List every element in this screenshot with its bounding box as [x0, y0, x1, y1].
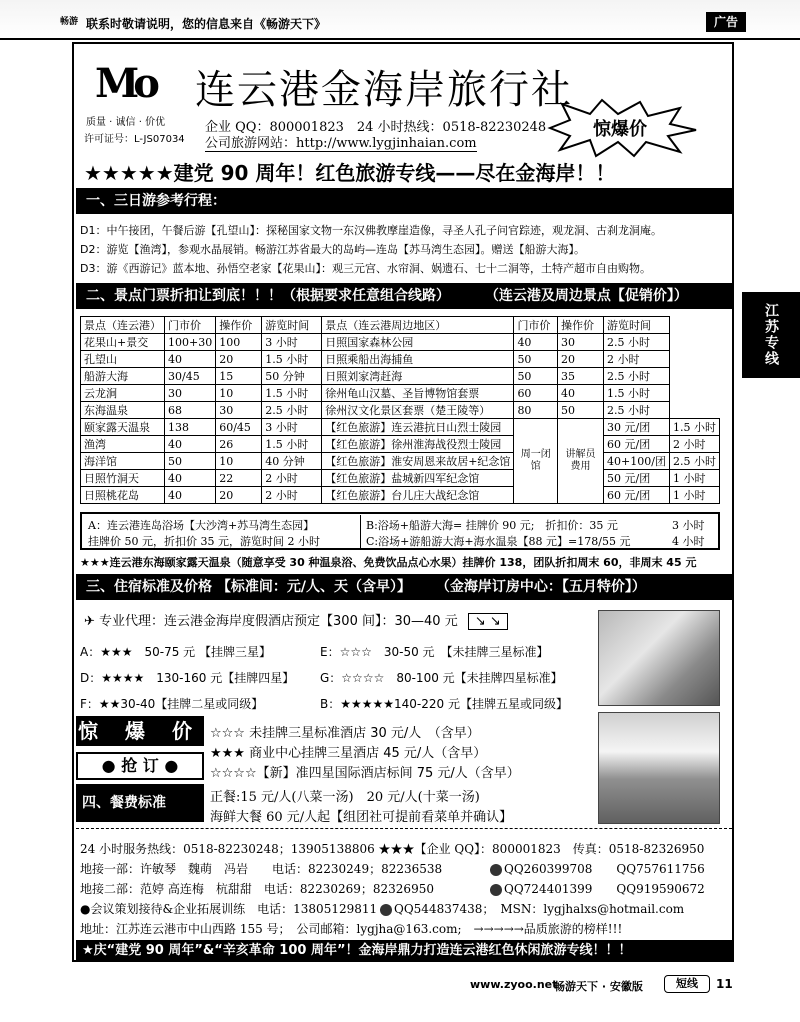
- table-row: [81, 334, 720, 351]
- table-cell: 20: [216, 351, 262, 368]
- table-cell: 孔望山: [81, 351, 165, 368]
- agency-name: 连云港金海岸旅行社: [195, 67, 573, 113]
- table-cell: 68: [165, 402, 216, 419]
- table-cell: 日照竹洞天: [81, 470, 165, 487]
- table-cell: 50 分钟: [262, 368, 322, 385]
- combo-a-price: 挂牌价 50 元，折扣价 35 元，游览时间 2 小时: [88, 535, 320, 548]
- table-cell: 2.5 小时: [604, 334, 670, 351]
- combo-c-time: 4 小时: [672, 535, 705, 548]
- weekday-closed-note: 周一闭馆: [514, 419, 558, 504]
- table-cell: 2.5 小时: [262, 402, 322, 419]
- ticket-table: [80, 316, 720, 504]
- ad-label: 广告: [706, 12, 746, 32]
- qq-icon: [380, 904, 392, 916]
- deal-1: ☆☆☆ 未挂牌三星标准酒店 30 元/人 （含早）: [210, 726, 480, 741]
- table-cell: 30: [216, 402, 262, 419]
- table-cell: 日照刘家湾赶海: [322, 368, 514, 385]
- headline: ★★★★★建党 90 周年！红色旅游专线——尽在金海岸！！: [84, 161, 616, 185]
- table-cell: 2.5 小时: [604, 368, 670, 385]
- table-cell: 30: [558, 334, 604, 351]
- table-cell: 30 元/团: [604, 419, 670, 436]
- table-cell: 60: [514, 385, 558, 402]
- deal-title: 惊 爆 价: [76, 716, 204, 746]
- table-cell: 2 小时: [670, 436, 720, 453]
- arrow-icons: ↘ ↘: [468, 613, 508, 630]
- table-cell: 15: [216, 368, 262, 385]
- combo-divider: [360, 515, 361, 549]
- hotel-row-d: D：★★★★ 130-160 元【挂牌四星】: [80, 671, 295, 685]
- header-notice: 联系时敬请说明，您的信息来自《畅游天下》: [86, 17, 327, 31]
- grab-button[interactable]: ● 抢 订 ●: [76, 752, 204, 780]
- meal-line-2: 海鲜大餐 60 元/人起【组团社可提前看菜单并确认】: [210, 810, 513, 825]
- hotel-room-photo: [598, 610, 720, 706]
- table-cell: 【红色旅游】徐州淮海战役烈士陵园: [322, 436, 514, 453]
- bottom-banner: ★庆“建党 90 周年”&“辛亥革命 100 周年”！金海岸鼎力打造连云港红色休闲旅游专线！！！: [76, 940, 732, 962]
- hotel-agent-text: 专业代理：连云港金海岸度假酒店预定【300 间】：30—40 元: [99, 614, 458, 629]
- hotel-row-e: E：☆☆☆ 30-50 元 【未挂牌三星标准】: [320, 645, 549, 659]
- events-qq: QQ544837438； MSN：lygjhalxs@hotmail.com: [380, 900, 684, 917]
- table-cell: 50: [165, 453, 216, 470]
- section1-title: 一、三日游参考行程：: [86, 193, 226, 209]
- hotel-row-f: F：★★30-40【挂牌二星或同级】: [80, 697, 264, 711]
- table-cell: 3 小时: [262, 419, 322, 436]
- table-cell: 40: [165, 487, 216, 504]
- table-row: [81, 368, 720, 385]
- table-cell: 日照国家森林公园: [322, 334, 514, 351]
- section3-title: 三、住宿标准及价格 【标准间：元/人、天（含早）】: [86, 579, 411, 595]
- table-cell: 1 小时: [670, 470, 720, 487]
- footer-publication: 畅游天下 · 安徽版: [554, 980, 643, 993]
- table-row: [81, 436, 720, 453]
- table-row: [81, 402, 720, 419]
- table-row: [81, 470, 720, 487]
- table-cell: 渔湾: [81, 436, 165, 453]
- top-bar: [0, 0, 800, 40]
- table-cell: 50: [514, 351, 558, 368]
- agency-logo: Mo: [95, 60, 154, 107]
- table-cell: 【红色旅游】连云港抗日山烈士陵园: [322, 419, 514, 436]
- table-cell: 操作价: [558, 317, 604, 334]
- dept2: 地接二部：范婷 高连梅 杭甜甜 电话：82230269；82326950: [80, 882, 434, 896]
- table-cell: 1 小时: [670, 487, 720, 504]
- meal-bar: 四、餐费标准: [76, 784, 204, 822]
- plane-icon: ✈: [84, 614, 100, 629]
- table-cell: 50 元/团: [604, 470, 670, 487]
- table-cell: 景点（连云港周边地区）: [322, 317, 514, 334]
- table-cell: 20: [216, 487, 262, 504]
- table-cell: 游览时间: [262, 317, 322, 334]
- combo-b-time: 3 小时: [672, 519, 705, 532]
- table-cell: 3 小时: [262, 334, 322, 351]
- table-row: [81, 351, 720, 368]
- table-cell: 2.5 小时: [670, 453, 720, 470]
- table-cell: 35: [558, 368, 604, 385]
- section3-bar: [76, 574, 732, 600]
- section3-sub: （金海岸订房中心：【五月特价】）: [435, 579, 646, 595]
- table-cell: 40: [165, 436, 216, 453]
- side-tab-jiangsu[interactable]: 江苏专线: [742, 292, 800, 378]
- table-cell: 60/45: [216, 419, 262, 436]
- table-cell: 日照乘船出海捕鱼: [322, 351, 514, 368]
- footer-site[interactable]: www.zyoo.net: [470, 978, 558, 991]
- table-cell: 30/45: [165, 368, 216, 385]
- price-burst: [540, 98, 700, 158]
- combo-b: B:浴场+船游大海= 挂牌价 90 元; 折扣价：35 元: [366, 519, 618, 532]
- table-cell: 1.5 小时: [670, 419, 720, 436]
- table-cell: 1.5 小时: [262, 436, 322, 453]
- table-cell: 40: [165, 470, 216, 487]
- table-cell: 【红色旅游】淮安周恩来故居+纪念馆: [322, 453, 514, 470]
- table-cell: 26: [216, 436, 262, 453]
- table-cell: 20: [558, 351, 604, 368]
- section2-sub: （连云港及周边景点【促销价】）: [484, 288, 688, 304]
- table-cell: 10: [216, 385, 262, 402]
- agency-website[interactable]: 公司旅游网站：http://www.lygjinhaian.com: [205, 132, 477, 152]
- table-cell: 22: [216, 470, 262, 487]
- table-cell: 2 小时: [262, 487, 322, 504]
- hotel-row-g: G：☆☆☆☆ 80-100 元【未挂牌四星标准】: [320, 671, 563, 685]
- table-cell: 海洋馆: [81, 453, 165, 470]
- hotspring-note: ★★★连云港东海颐家露天温泉（随意享受 30 种温泉浴、免费饮品点心水果）挂牌价 138，团队折扣周末 60，非周末 45 元: [80, 556, 697, 569]
- section2-title: 二、景点门票折扣让到底！！！（根据要求任意组合线路）: [86, 288, 450, 304]
- hotel-row-b: B：★★★★★140-220 元【挂牌五星或同级】: [320, 697, 568, 711]
- mini-logo: 畅游: [60, 17, 79, 27]
- itinerary-day2: D2：游览【渔湾】，参观水晶展销。畅游江苏省最大的岛屿—连岛【苏马湾生态园】。赠送【船游大海】。: [80, 243, 585, 256]
- table-row: [81, 385, 720, 402]
- table-cell: 景点（连云港）: [81, 317, 165, 334]
- deal-2: ★★★ 商业中心挂牌三星酒店 45 元/人（含早）: [210, 746, 487, 761]
- table-cell: 东海温泉: [81, 402, 165, 419]
- table-cell: 40: [514, 334, 558, 351]
- table-cell: 花果山+景交: [81, 334, 165, 351]
- license-number: 许可证号：L-JS07034: [84, 134, 185, 145]
- table-cell: 船游大海: [81, 368, 165, 385]
- qq-icon: [490, 864, 502, 876]
- dept2-qq: QQ724401399 QQ919590672: [490, 880, 705, 897]
- footer-tag: 短线: [664, 975, 710, 993]
- table-cell: 60 元/团: [604, 487, 670, 504]
- section2-bar: [76, 283, 732, 309]
- itinerary-day3: D3：游《西游记》蓝本地、孙悟空老家【花果山】：观三元宫、水帘洞、娲遗石、七十二洞等，土特产超市自由购物。: [80, 262, 651, 275]
- page-number: 11: [716, 977, 733, 991]
- combo-c: C:浴场+游船游大海+海水温泉【88 元】=178/55 元: [366, 535, 631, 548]
- combo-box: [80, 512, 720, 550]
- table-row: [81, 487, 720, 504]
- table-cell: 138: [165, 419, 216, 436]
- table-row: [81, 419, 720, 436]
- events: ●会议策划接待&企业拓展训练 电话：13805129811: [80, 902, 378, 916]
- hotel-row-a: A：★★★ 50-75 元 【挂牌三星】: [80, 645, 271, 659]
- table-cell: 操作价: [216, 317, 262, 334]
- dept1: 地接一部：许敏琴 魏萌 冯岩 电话：82230249；82236538: [80, 862, 443, 876]
- burst-text: 惊爆价: [593, 119, 647, 140]
- table-cell: 1.5 小时: [604, 385, 670, 402]
- hotel-agent: [84, 610, 508, 629]
- meal-line-1: 正餐:15 元/人(八菜一汤) 20 元/人(十菜一汤): [210, 790, 480, 805]
- address: 地址：江苏连云港市中山西路 155 号； 公司邮箱：lygjha@163.com; →→→→→品质旅游的榜样!!!: [80, 922, 623, 936]
- hotline: 24 小时服务热线：0518-82230248；13905138806 ★★★【企业 QQ】：800001823 传真：0518-82326950: [80, 842, 705, 856]
- table-cell: 50: [514, 368, 558, 385]
- seaside-photo: [598, 712, 720, 824]
- table-cell: 100+30: [165, 334, 216, 351]
- divider: [76, 828, 732, 829]
- guide-fee-note: 讲解员费用: [558, 419, 604, 504]
- table-cell: 徐州龟山汉墓、圣旨博物馆套票: [322, 385, 514, 402]
- table-cell: 颐家露天温泉: [81, 419, 165, 436]
- itinerary-note: 【我社备有丰富精彩的红色线路，请来电垂询】: [355, 190, 715, 212]
- table-cell: 40: [165, 351, 216, 368]
- table-cell: 日照桃花岛: [81, 487, 165, 504]
- agency-slogan: 质量 · 诚信 · 价优: [86, 117, 166, 128]
- table-cell: 60 元/团: [604, 436, 670, 453]
- table-cell: 1.5 小时: [262, 385, 322, 402]
- table-header-row: [81, 317, 720, 334]
- table-cell: 2 小时: [604, 351, 670, 368]
- table-cell: 徐州汉文化景区套票（楚王陵等）: [322, 402, 514, 419]
- table-cell: 2 小时: [262, 470, 322, 487]
- table-cell: 80: [514, 402, 558, 419]
- table-row: [81, 453, 720, 470]
- qq-icon: [490, 884, 502, 896]
- table-cell: 100: [216, 334, 262, 351]
- table-cell: 【红色旅游】台儿庄大战纪念馆: [322, 487, 514, 504]
- table-cell: 40: [558, 385, 604, 402]
- table-cell: 40 分钟: [262, 453, 322, 470]
- table-cell: 【红色旅游】盐城新四军纪念馆: [322, 470, 514, 487]
- table-cell: 1.5 小时: [262, 351, 322, 368]
- table-cell: 门市价: [514, 317, 558, 334]
- table-cell: 云龙涧: [81, 385, 165, 402]
- table-cell: 2.5 小时: [604, 402, 670, 419]
- table-cell: 10: [216, 453, 262, 470]
- table-cell: 门市价: [165, 317, 216, 334]
- table-cell: 游览时间: [604, 317, 670, 334]
- combo-a: A：连云港连岛浴场【大沙湾+苏马湾生态园】: [88, 519, 315, 532]
- itinerary-day1: D1：中午接团，午餐后游【孔望山】：探秘国家文物一东汉佛教摩崖造像，寻圣人孔子问官踪迹，观龙洞、古刹龙洞庵。: [80, 224, 662, 237]
- deal-3: ☆☆☆☆【新】准四星国际酒店标间 75 元/人（含早）: [210, 766, 520, 781]
- table-cell: 40+100/团: [604, 453, 670, 470]
- dept1-qq: QQ260399708 QQ757611756: [490, 860, 705, 877]
- table-cell: 50: [558, 402, 604, 419]
- agency-qq-line: 企业 QQ：800001823 24 小时热线：0518-82230248: [205, 120, 547, 135]
- table-cell: 30: [165, 385, 216, 402]
